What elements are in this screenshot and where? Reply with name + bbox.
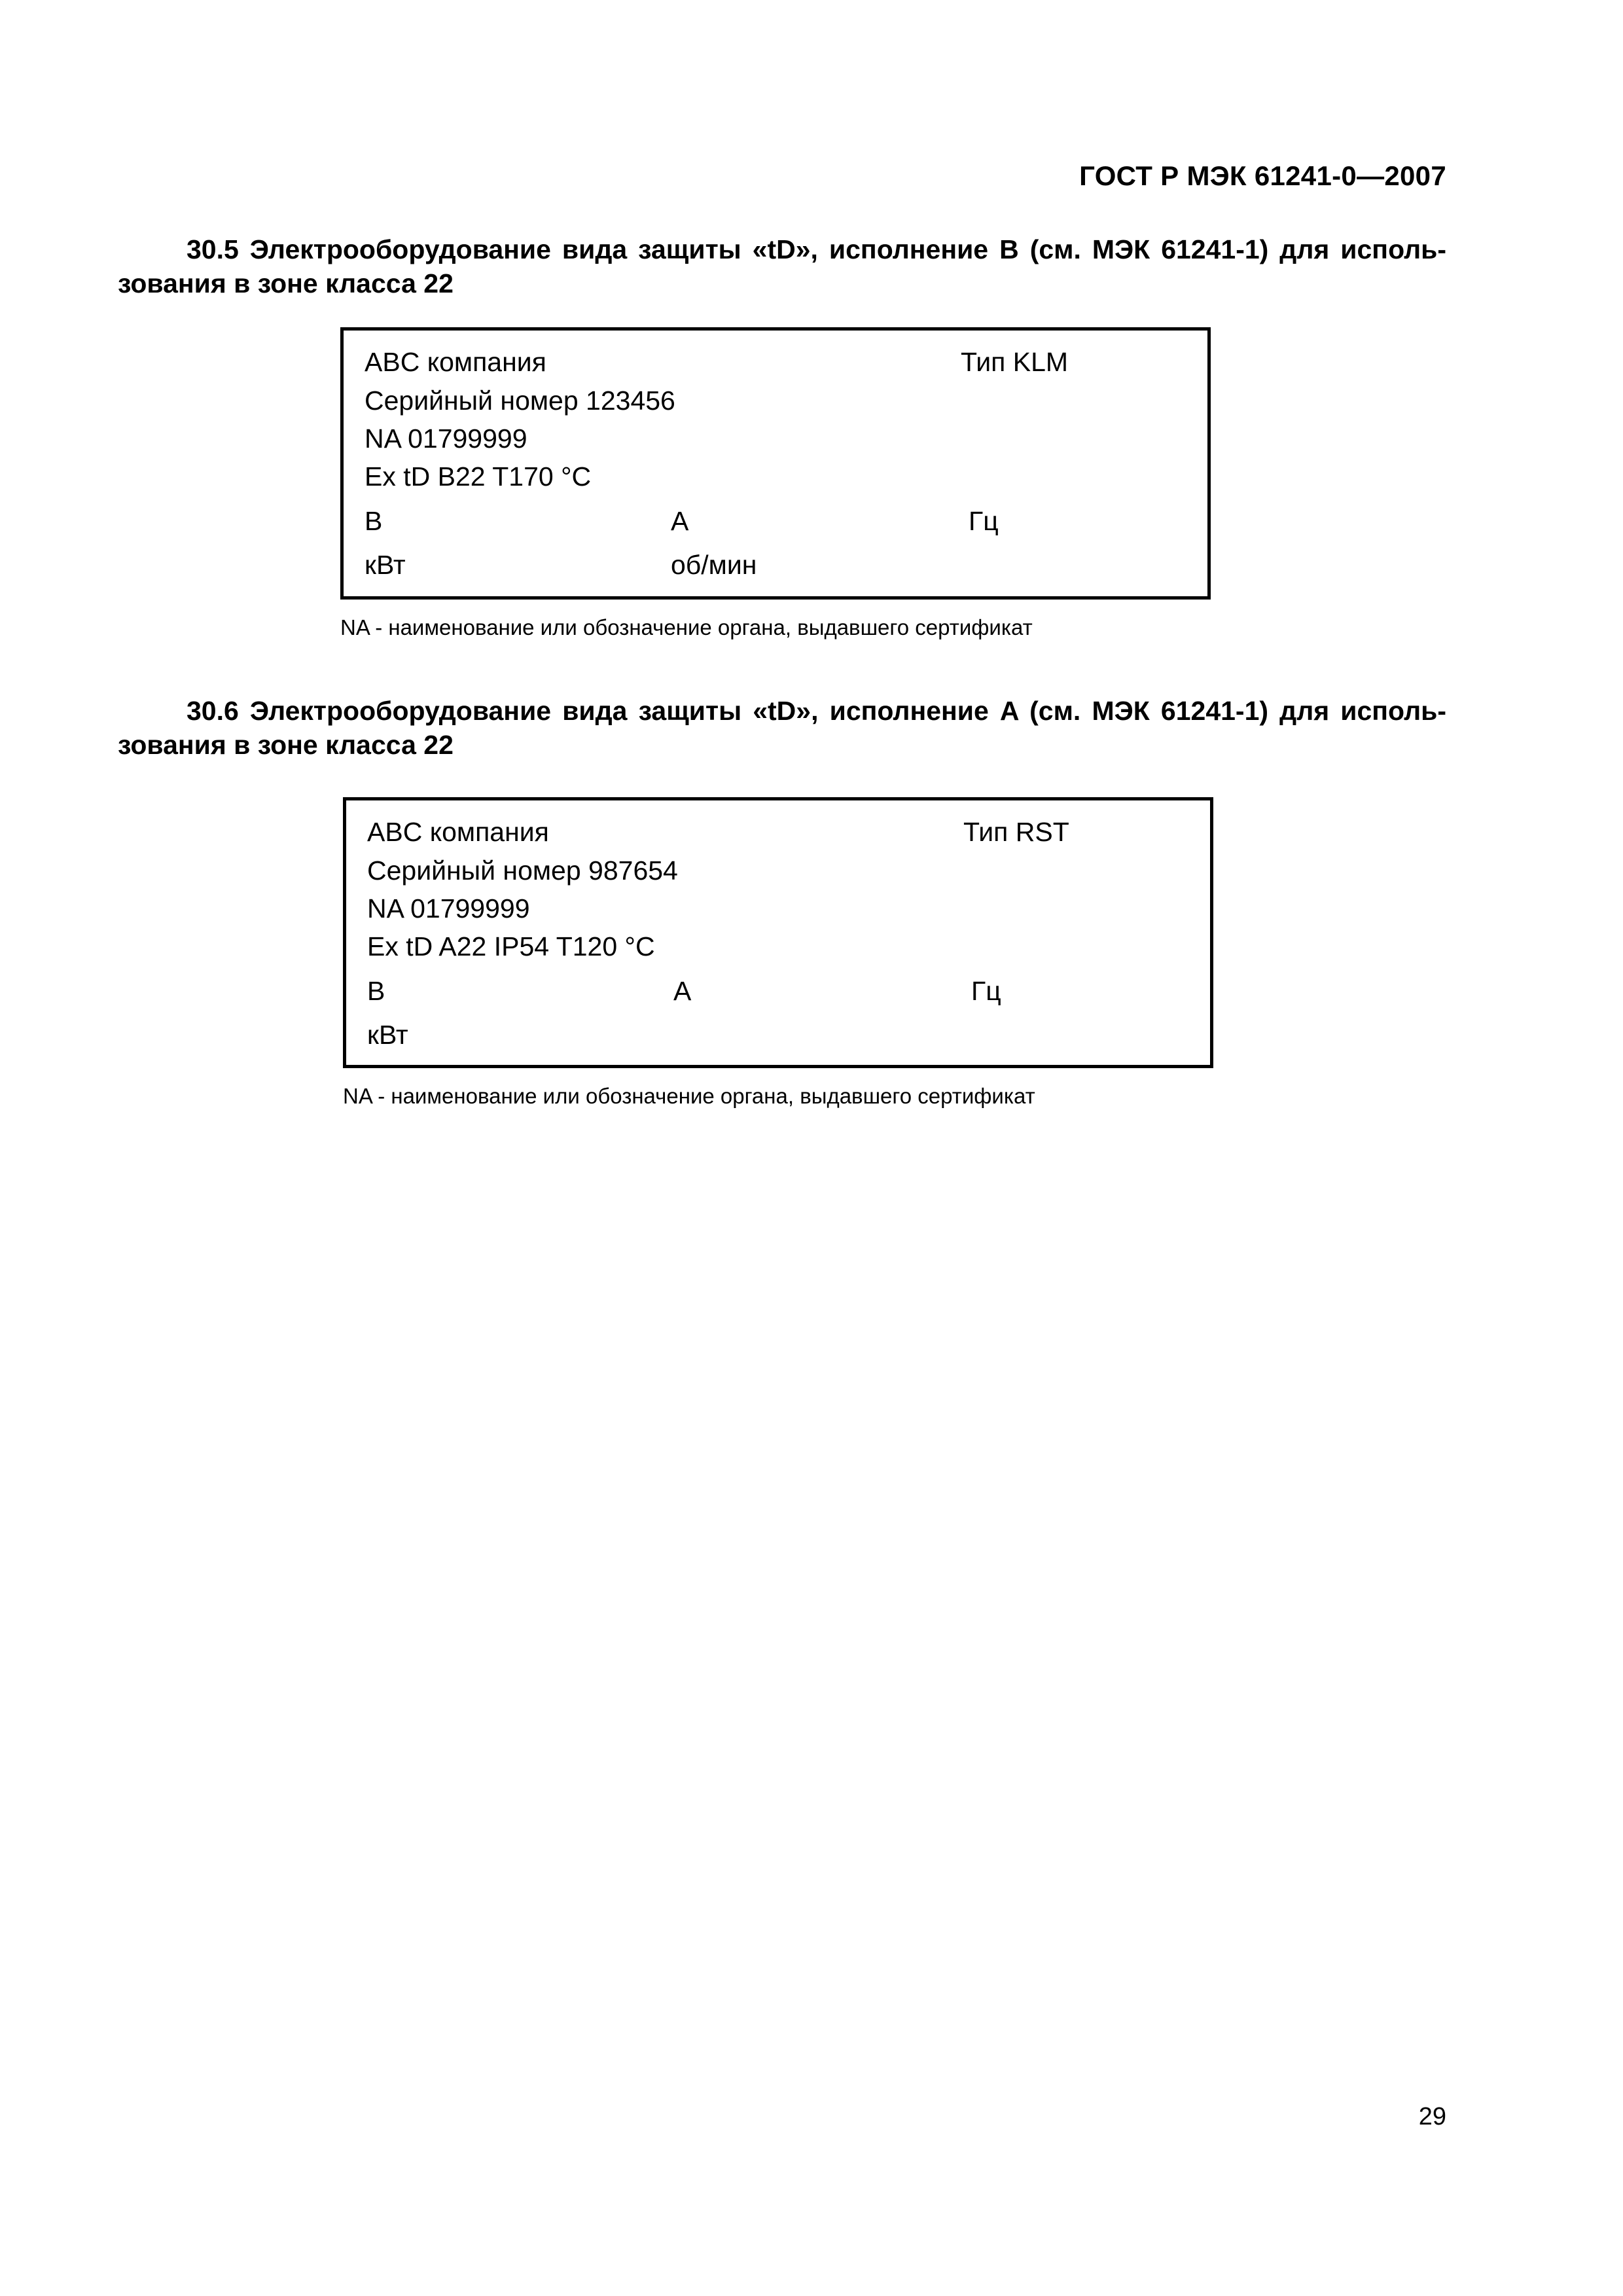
section-heading-30-5: 30.5 Электрооборудование вида защиты «tD», исполнение B (см. МЭК 61241-1) для исполь-зования в зоне класса 22 bbox=[118, 234, 1446, 298]
plate-ex-marking: Ex tD A22 IP54 T120 °C bbox=[367, 931, 655, 961]
plate-kw-label: кВт bbox=[365, 550, 406, 580]
plate-kw-label: кВт bbox=[367, 1020, 408, 1050]
page-number: 29 bbox=[1418, 2103, 1446, 2130]
plate-hertz-label: Гц bbox=[971, 976, 1001, 1006]
plate-volts-label: B bbox=[367, 976, 385, 1006]
marking-plate-30-6 bbox=[343, 797, 1213, 1068]
plate-volts-label: B bbox=[365, 506, 383, 536]
plate-ex-marking: Ex tD B22 T170 °C bbox=[365, 461, 592, 492]
plate-type: Тип KLM bbox=[961, 347, 1069, 377]
plate-serial-number: Серийный номер 987654 bbox=[367, 855, 678, 886]
plate-hertz-label: Гц bbox=[969, 506, 999, 536]
plate-amps-label: A bbox=[673, 976, 692, 1006]
plate-na-number: NA 01799999 bbox=[367, 893, 530, 924]
plate-company: ABC компания bbox=[365, 347, 546, 377]
footnote-30-5: NA - наименование или обозначение органа, выдавшего сертификат bbox=[340, 615, 1033, 639]
section-heading-30-6: 30.6 Электрооборудование вида защиты «tD», исполнение A (см. МЭК 61241-1) для исполь-зования в зоне класса 22 bbox=[118, 696, 1446, 760]
plate-serial-number: Серийный номер 123456 bbox=[365, 386, 675, 416]
plate-type: Тип RST bbox=[963, 817, 1069, 847]
marking-plate-30-5 bbox=[340, 327, 1211, 600]
plate-rpm-label: об/мин bbox=[671, 550, 757, 580]
plate-company: ABC компания bbox=[367, 817, 549, 847]
document-standard-code: ГОСТ Р МЭК 61241-0—2007 bbox=[1079, 160, 1446, 191]
plate-na-number: NA 01799999 bbox=[365, 423, 527, 454]
plate-amps-label: A bbox=[671, 506, 689, 536]
footnote-30-6: NA - наименование или обозначение органа, выдавшего сертификат bbox=[343, 1084, 1035, 1108]
